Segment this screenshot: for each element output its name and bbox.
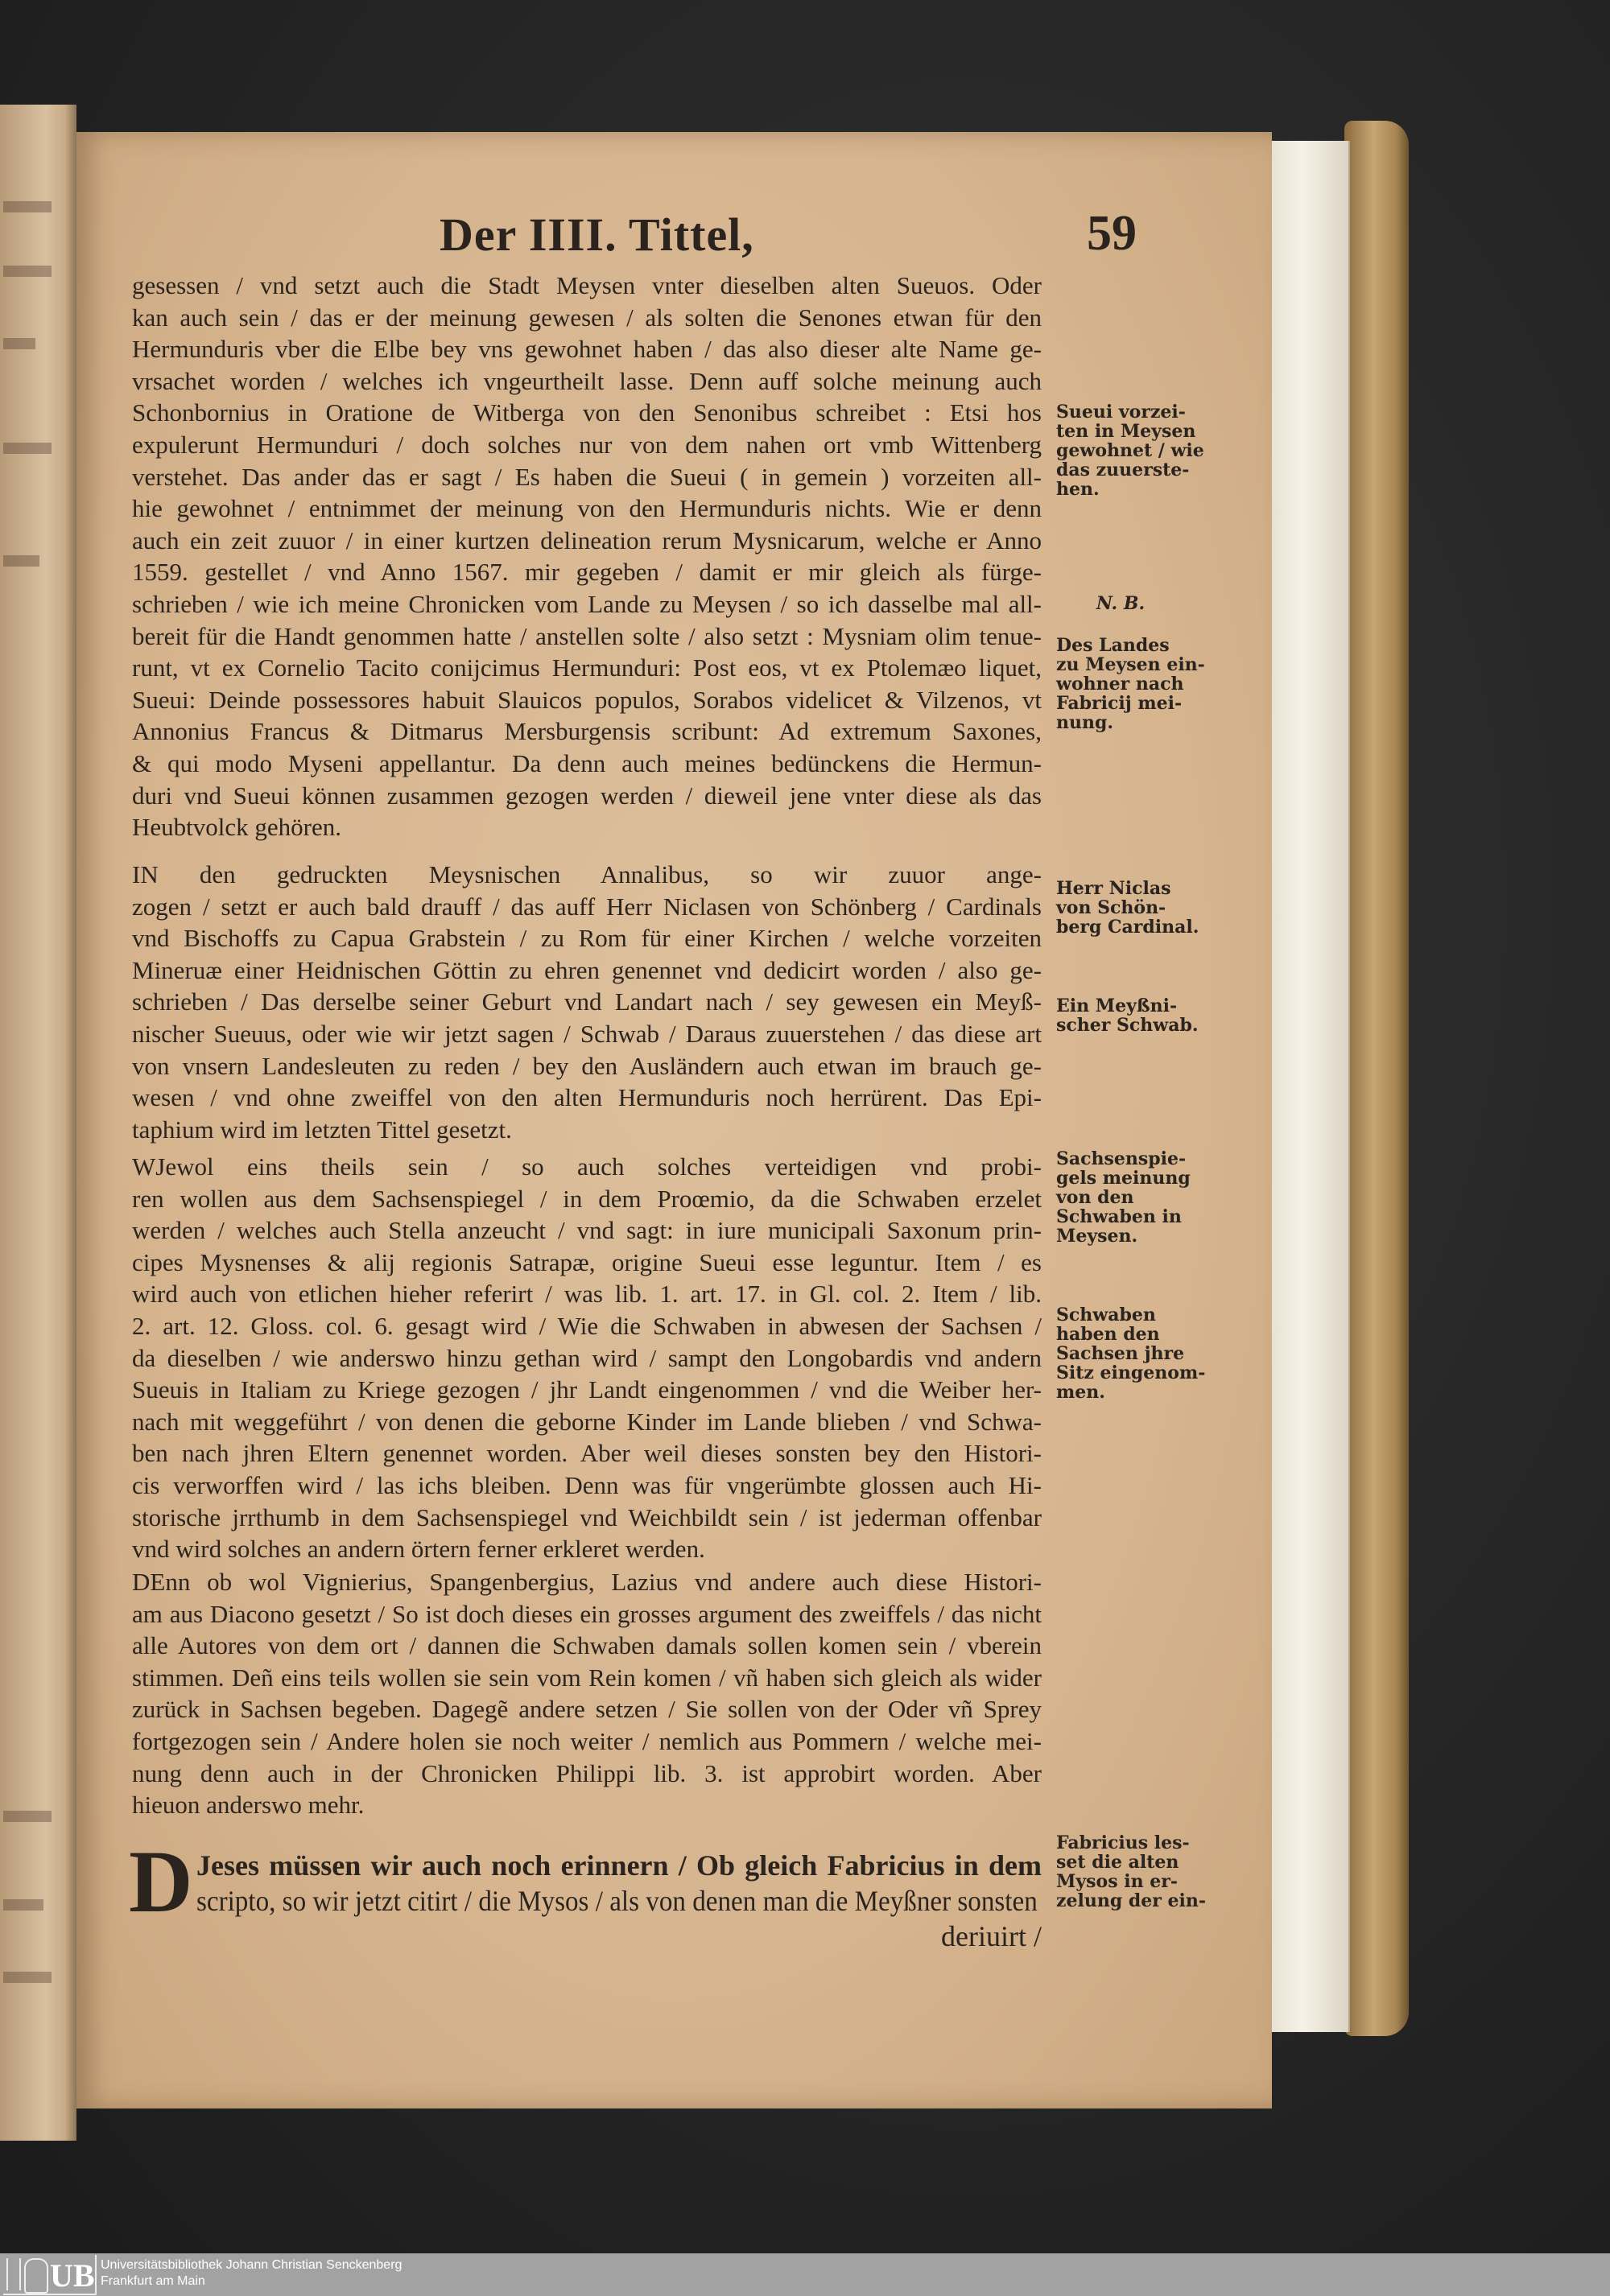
text-line-content: vrsachet worden / welches ich vngeurtheilt lasse. Denn auff solche meinung auch bbox=[132, 366, 1042, 395]
text-line-content: zurück in Sachsen begeben. Dagegẽ andere setzen / Sie sollen von der Oder vñ Sprey bbox=[132, 1695, 1042, 1724]
running-head: Der IIII. Tittel, bbox=[440, 208, 754, 261]
text-line bbox=[132, 556, 1042, 588]
margin-note-line: Sachsen jhre bbox=[1056, 1343, 1185, 1364]
margin-note bbox=[1056, 1149, 1217, 1246]
text-line-content: auch ein zeit zuuor / in einer kurtzen delineation rerum Mysnicarum, welche er Anno bbox=[132, 526, 1042, 554]
text-line bbox=[132, 1214, 1042, 1247]
text-line-content: Sueuis in Italiam zu Kriege gezogen / jhr Landt eingenommen / vnd die Weiber her- bbox=[132, 1375, 1042, 1404]
text-line-content: bereit für die Handt genommen hatte / anstellen solte / also setzt : Mysniam olim tenue- bbox=[132, 621, 1042, 650]
facing-page-edge bbox=[0, 105, 76, 2141]
margin-note-line: das zuuerste- bbox=[1056, 460, 1190, 480]
text-line bbox=[132, 652, 1042, 684]
text-line bbox=[196, 1848, 1042, 1883]
text-line-content: stimmen. Deñ eins teils wollen sie sein vom Rein komen / vñ haben sich gleich als wider bbox=[132, 1663, 1042, 1692]
margin-note-line: Fabricij mei- bbox=[1056, 693, 1183, 714]
text-line bbox=[132, 1050, 1042, 1082]
text-line bbox=[132, 429, 1042, 461]
text-line bbox=[132, 1278, 1042, 1310]
margin-note-line: zu Meysen ein- bbox=[1056, 654, 1205, 675]
text-line bbox=[132, 1693, 1042, 1725]
institution-city: Frankfurt am Main bbox=[101, 2274, 205, 2288]
margin-note-line: Sueui vorzei- bbox=[1056, 402, 1186, 423]
text-line bbox=[132, 1758, 1042, 1790]
text-line-content: alle Autores von dem ort / dannen die Schwaben damals sollen komen sein / vberein bbox=[132, 1631, 1042, 1660]
text-line bbox=[132, 891, 1042, 923]
margin-note-line: Meysen. bbox=[1056, 1226, 1138, 1247]
margin-note bbox=[1056, 1305, 1217, 1402]
text-line-content: Annonius Francus & Ditmarus Mersburgensis scribunt: Ad extremum Saxones, bbox=[132, 717, 1042, 746]
text-line bbox=[132, 365, 1042, 398]
text-line-content: expulerunt Hermunduri / doch solches nur von dem nahen ort vmb Wittenberg bbox=[132, 430, 1042, 459]
margin-note bbox=[1056, 1833, 1217, 1911]
text-line bbox=[132, 1533, 1042, 1565]
text-line bbox=[132, 1082, 1042, 1114]
text-line bbox=[132, 1598, 1042, 1630]
text-line-content: runt, vt ex Cornelio Tacito conijcimus Hermunduri: Post eos, vt ex Ptolemæo liquet, bbox=[132, 653, 1042, 682]
margin-note-line: Herr Niclas bbox=[1056, 878, 1171, 899]
margin-note-line: Fabricius les- bbox=[1056, 1832, 1190, 1853]
text-line bbox=[132, 859, 1042, 891]
text-line bbox=[132, 1725, 1042, 1758]
text-line bbox=[132, 620, 1042, 653]
text-line-content: taphium wird im letzten Tittel gesetzt. bbox=[132, 1115, 512, 1144]
text-line-content: nung denn auch in der Chronicken Philippi lib. 3. ist approbirt worden. Aber bbox=[132, 1758, 1042, 1787]
margin-note-line: Des Landes bbox=[1056, 635, 1170, 656]
margin-note-line: wohner nach bbox=[1056, 674, 1184, 695]
margin-note-line: Schwaben bbox=[1056, 1305, 1156, 1325]
text-line-content: schrieben / Das derselbe seiner Geburt vnd Landart nach / sey gewesen ein Meyß- bbox=[132, 987, 1042, 1016]
text-line bbox=[196, 1919, 1042, 1954]
text-line-content: da dieselben / wie anderswo hinzu gethan wird / sampt den Longobardis vnd andern bbox=[132, 1343, 1042, 1372]
margin-note-line: ten in Meysen bbox=[1056, 421, 1196, 442]
text-line-content: schrieben / wie ich meine Chronicken vom Lande zu Meysen / so ich dasselbe mal all- bbox=[132, 589, 1042, 618]
text-line bbox=[132, 1662, 1042, 1694]
text-line-content: storische jrrthumb in dem Sachsenspiegel vnd Weichbildt sein / ist jederman offenbar bbox=[132, 1502, 1042, 1531]
text-line-content: scripto, so wir jetzt citirt / die Mysos / als von denen man die Meyßner sonsten bbox=[196, 1885, 1038, 1917]
text-line-content: kan auch sein / das er der meinung gewesen / als solten die Senones etwan für den bbox=[132, 303, 1042, 332]
margin-note-line: Ein Meyßni- bbox=[1056, 995, 1178, 1016]
text-line-content: fortgezogen sein / Andere holen sie noch weiter / nemlich aus Pommern / welche mei- bbox=[132, 1726, 1042, 1755]
book-cover-edge bbox=[1344, 121, 1409, 2036]
text-line bbox=[132, 1630, 1042, 1662]
margin-note-line: Sitz eingenom- bbox=[1056, 1362, 1206, 1383]
text-line-content: verstehet. Das ander das er sagt / Es haben die Sueui ( in gemein ) vorzeiten all- bbox=[132, 462, 1042, 491]
text-line-content: ren wollen aus dem Sachsenspiegel / in dem Proœmio, da die Schwaben erzelet bbox=[132, 1184, 1042, 1213]
institution-name: Universitätsbibliothek Johann Christian Senckenberg bbox=[101, 2258, 402, 2272]
text-line-content: wesen / vnd ohne zweiffel von den alten Hermunduris noch herrürent. Das Epi- bbox=[132, 1083, 1042, 1112]
page-number: 59 bbox=[1087, 206, 1137, 261]
margin-note-line: berg Cardinal. bbox=[1056, 917, 1199, 938]
margin-note-line: hen. bbox=[1056, 479, 1100, 500]
text-line-content: hie gewohnet / entnimmet der meinung von den Hermunduris nichts. Wie er denn bbox=[132, 494, 1042, 523]
text-line bbox=[132, 1247, 1042, 1279]
text-line-content: am aus Diacono gesetzt / So ist doch dieses ein grosses argument des zweiffels / das nicht bbox=[132, 1599, 1042, 1628]
paragraph-2 bbox=[132, 859, 1042, 1145]
margin-note-line: gewohnet / wie bbox=[1056, 440, 1204, 461]
margin-note-line: gels meinung bbox=[1056, 1168, 1191, 1189]
text-line-content: cis verworffen wird / las ichs bleiben. Denn was für vngerümbte glossen auch Hi- bbox=[132, 1470, 1042, 1499]
drop-cap-initial: D bbox=[129, 1832, 193, 1931]
text-line bbox=[132, 1114, 1042, 1146]
text-line bbox=[132, 493, 1042, 525]
text-line-content: IN den gedruckten Meysnischen Annalibus, so wir zuuor ange- bbox=[132, 860, 1042, 888]
text-line-content: Hermunduris vber die Elbe bey vns gewohnet haben / das also dieser alte Name ge- bbox=[132, 335, 1042, 364]
text-line-content: 2. art. 12. Gloss. col. 6. gesagt wird / Wie die Schwaben in abwesen der Sachsen / bbox=[132, 1311, 1042, 1340]
text-line-content: & qui modo Myseni appellantur. Da denn auch meines bedünckens die Hermun- bbox=[132, 748, 1042, 777]
margin-note-line: Schwaben in bbox=[1056, 1206, 1182, 1227]
margin-note-line: zelung der ein- bbox=[1056, 1890, 1206, 1911]
text-line bbox=[132, 811, 1042, 843]
paragraph-1 bbox=[132, 270, 1042, 843]
paragraph-4 bbox=[132, 1566, 1042, 1821]
text-line bbox=[132, 1470, 1042, 1502]
margin-note-line: set die alten bbox=[1056, 1852, 1179, 1873]
text-line bbox=[132, 525, 1042, 557]
text-line bbox=[132, 986, 1042, 1018]
text-line-content: werden / welches auch Stella anzeucht / vnd sagt: in iure municipali Saxonum prin- bbox=[132, 1216, 1042, 1245]
text-line bbox=[132, 1310, 1042, 1342]
library-logo bbox=[3, 2255, 97, 2295]
text-line-content: Mineruæ einer Heidnischen Göttin zu ehren genennet vnd dedicirt worden / also ge- bbox=[132, 955, 1042, 984]
text-line-content: WJewol eins theils sein / so auch solches verteidigen vnd probi- bbox=[132, 1152, 1042, 1181]
text-line bbox=[132, 715, 1042, 748]
text-line-content: gesessen / vnd setzt auch die Stadt Meysen vnter dieselben alten Sueuos. Oder bbox=[132, 271, 1042, 299]
text-line-content: Heubtvolck gehören. bbox=[132, 813, 341, 842]
library-credit bbox=[101, 2257, 402, 2290]
paragraph-5 bbox=[196, 1848, 1042, 1954]
text-line-content: zogen / setzt er auch bald drauff / das auff Herr Niclasen von Schönberg / Cardinals bbox=[132, 892, 1042, 921]
text-line-content: vnd wird solches an andern örtern ferner erkleret werden. bbox=[132, 1535, 705, 1564]
column-icon bbox=[6, 2258, 21, 2290]
text-line-content: Sueui: Deinde possessores habuit Slauicos populos, Sorabos videlicet & Vilzenos, vt bbox=[132, 685, 1042, 714]
margin-note bbox=[1056, 996, 1217, 1035]
margin-note-line: Mysos in er- bbox=[1056, 1871, 1178, 1892]
text-line bbox=[132, 954, 1042, 987]
text-line bbox=[132, 588, 1042, 620]
text-line bbox=[132, 1406, 1042, 1438]
text-line bbox=[132, 1018, 1042, 1050]
text-line bbox=[132, 270, 1042, 302]
text-line bbox=[132, 1374, 1042, 1406]
text-line-content: ben nach jhren Eltern genennet worden. Aber weil dieses sonsten bey den Histori- bbox=[132, 1439, 1042, 1468]
text-line-content: Jeses müssen wir auch noch erinnern / Ob gleich Fabricius in dem bbox=[196, 1849, 1042, 1882]
text-line bbox=[132, 1151, 1042, 1183]
text-line-content: vnd Bischoffs zu Capua Grabstein / zu Rom für einer Kirchen / welche vorzeiten bbox=[132, 924, 1042, 953]
text-line bbox=[132, 684, 1042, 716]
text-line bbox=[132, 780, 1042, 812]
logo-text: UB bbox=[50, 2257, 95, 2294]
text-line bbox=[132, 1502, 1042, 1534]
text-line bbox=[132, 397, 1042, 429]
margin-note-line: von den bbox=[1056, 1187, 1134, 1208]
margin-note-line: nung. bbox=[1056, 712, 1114, 733]
text-line bbox=[132, 1566, 1042, 1598]
text-line-content: 1559. gestellet / vnd Anno 1567. mir gegeben / damit er mir gleich als fürge- bbox=[132, 558, 1042, 587]
text-line bbox=[132, 1789, 1042, 1821]
page-stack-edge bbox=[1272, 141, 1350, 2032]
text-line-content: DEnn ob wol Vignierius, Spangenbergius, Lazius vnd andere auch diese Histori- bbox=[132, 1568, 1042, 1596]
text-line bbox=[132, 1342, 1042, 1375]
margin-note-line: N. B. bbox=[1096, 593, 1146, 614]
text-line-content: deriuirt / bbox=[941, 1920, 1042, 1952]
margin-note-line: von Schön- bbox=[1056, 897, 1166, 918]
text-line-content: duri vnd Sueui können zusammen gezogen werden / dieweil jene vnter diese als das bbox=[132, 781, 1042, 810]
text-line-content: Schonbornius in Oratione de Witberga von den Senonibus schreibet : Etsi hos bbox=[132, 398, 1042, 427]
text-line-content: hieuon anderswo mehr. bbox=[132, 1791, 365, 1820]
text-line bbox=[132, 333, 1042, 365]
text-line bbox=[132, 748, 1042, 780]
margin-note-nb bbox=[1056, 594, 1185, 613]
margin-note bbox=[1056, 879, 1217, 937]
portrait-icon bbox=[24, 2258, 48, 2294]
text-line bbox=[132, 1437, 1042, 1470]
text-line bbox=[132, 922, 1042, 954]
text-line bbox=[132, 461, 1042, 493]
margin-note bbox=[1056, 636, 1217, 732]
text-line bbox=[132, 302, 1042, 334]
margin-note-line: scher Schwab. bbox=[1056, 1015, 1199, 1036]
text-line-content: cipes Mysnenses & alij regionis Satrapæ, origine Sueui esse leguntur. Item / es bbox=[132, 1247, 1042, 1276]
paragraph-3 bbox=[132, 1151, 1042, 1565]
margin-note bbox=[1056, 402, 1217, 499]
margin-note-line: men. bbox=[1056, 1382, 1105, 1403]
text-line-content: wird auch von etlichen hieher referirt / was lib. 1. art. 17. in Gl. col. 2. Item / lib. bbox=[132, 1280, 1042, 1309]
text-line-content: nischer Sueuus, oder wie wir jetzt sagen / Schwab / Daraus zuuerstehen / das diese art bbox=[132, 1019, 1042, 1048]
margin-note-line: haben den bbox=[1056, 1324, 1160, 1345]
text-line-content: nach mit weggeführt / von denen die geborne Kinder im Lande blieben / vnd Schwa- bbox=[132, 1407, 1042, 1436]
text-line bbox=[196, 1883, 1042, 1919]
text-line bbox=[132, 1183, 1042, 1215]
margin-note-line: Sachsenspie- bbox=[1056, 1148, 1187, 1169]
text-line-content: von vnsern Landesleuten zu reden / bey den Ausländern auch etwan im brauch ge- bbox=[132, 1051, 1042, 1080]
